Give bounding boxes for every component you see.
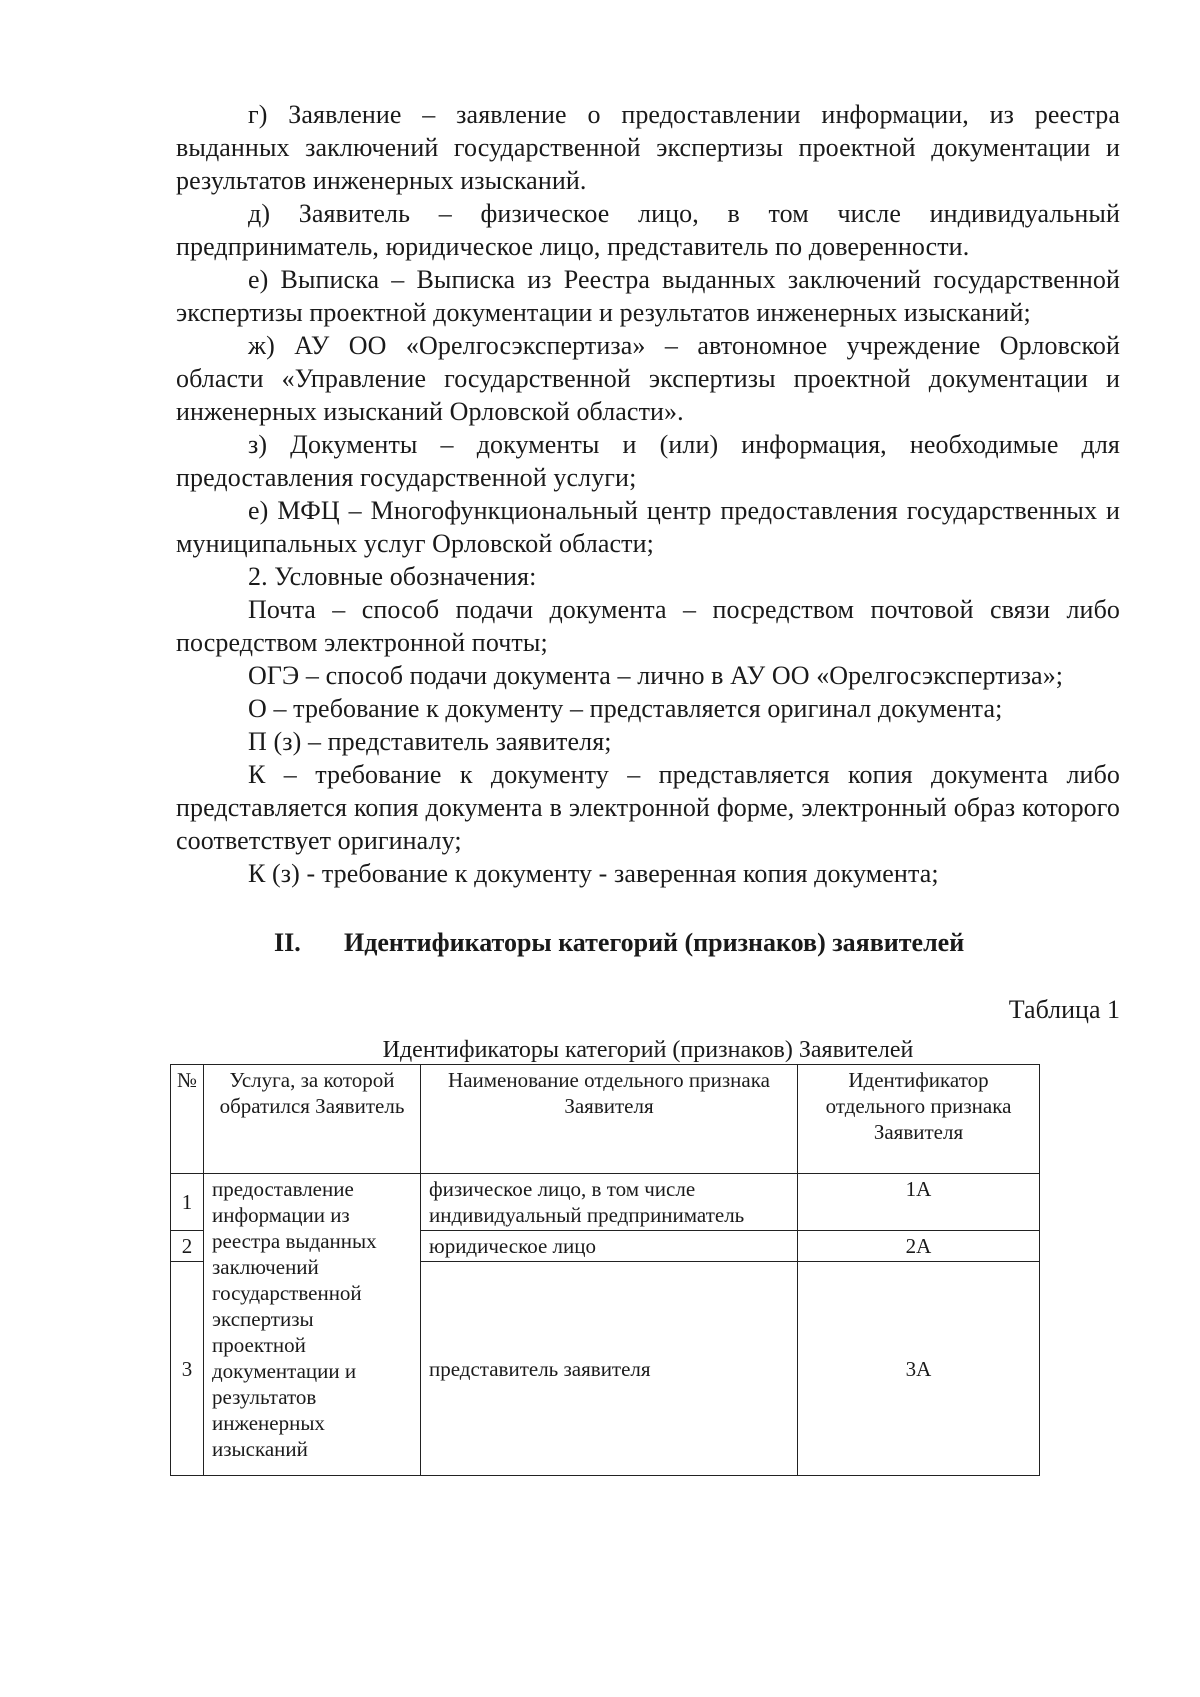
- paragraph-z: з) Документы – документы и (или) информация, необходимые для предоставления государственной услуги;: [176, 430, 1120, 492]
- paragraph-legend-o: О – требование к документу – представляется оригинал документа;: [248, 694, 1003, 723]
- row-name: представитель заявителя: [421, 1262, 798, 1476]
- paragraph-e-mfc: е) МФЦ – Многофункциональный центр предоставления государственных и муниципальных услуг Орловской области;: [176, 496, 1120, 558]
- row-name: физическое лицо, в том числе индивидуальный предприниматель: [421, 1174, 798, 1231]
- paragraph-legend-oge: ОГЭ – способ подачи документа – лично в АУ ОО «Орелгосэкспертиза»;: [248, 661, 1064, 690]
- header-service: Услуга, за которой обратился Заявитель: [204, 1065, 421, 1174]
- section-heading: [176, 928, 1120, 958]
- service-cell: предоставление информации из реестра выданных заключений государственной экспертизы проектной документации и результатов инженерных изысканий: [204, 1174, 421, 1476]
- table-label: Таблица 1: [1008, 995, 1120, 1024]
- paragraph-g: г) Заявление – заявление о предоставлении информации, из реестра выданных заключений государственной экспертизы проектной документации и результатов инженерных изысканий.: [176, 100, 1120, 195]
- row-num: 2: [171, 1231, 204, 1262]
- identifiers-table: [170, 1064, 1040, 1476]
- table-row: [171, 1174, 1040, 1231]
- section-number: II.: [274, 928, 301, 957]
- row-num: 1: [171, 1174, 204, 1231]
- paragraph-e-extract: е) Выписка – Выписка из Реестра выданных заключений государственной экспертизы проектной документации и результатов инженерных изысканий;: [176, 265, 1120, 327]
- row-name: юридическое лицо: [421, 1231, 798, 1262]
- paragraph-legend-pz: П (з) – представитель заявителя;: [248, 727, 612, 756]
- paragraph-legend-kz: К (з) - требование к документу - заверенная копия документа;: [248, 859, 939, 888]
- paragraph-d: д) Заявитель – физическое лицо, в том числе индивидуальный предприниматель, юридическое лицо, представитель по доверенности.: [176, 199, 1120, 261]
- row-id: 1А: [798, 1174, 1040, 1231]
- row-id: 2А: [798, 1231, 1040, 1262]
- row-id: 3А: [798, 1262, 1040, 1476]
- paragraph-legend-title: 2. Условные обозначения:: [248, 562, 537, 591]
- table-header-row: [171, 1065, 1040, 1174]
- paragraph-legend-k: К – требование к документу – представляется копия документа либо представляется копия документа в электронной форме, электронный образ которого соответствует оригиналу;: [176, 760, 1120, 855]
- header-id: Идентификатор отдельного признака Заявителя: [798, 1065, 1040, 1174]
- row-num: 3: [171, 1262, 204, 1476]
- paragraph-zh: ж) АУ ОО «Орелгосэкспертиза» – автономное учреждение Орловской области «Управление государственной экспертизы проектной документации и инженерных изысканий Орловской области».: [176, 331, 1120, 426]
- section-title: Идентификаторы категорий (признаков) заявителей: [344, 928, 965, 957]
- header-num: №: [171, 1065, 204, 1174]
- paragraph-legend-mail: Почта – способ подачи документа – посредством почтовой связи либо посредством электронной почты;: [176, 595, 1120, 657]
- table-title: Идентификаторы категорий (признаков) Заявителей: [382, 1037, 914, 1063]
- header-name: Наименование отдельного признака Заявителя: [421, 1065, 798, 1174]
